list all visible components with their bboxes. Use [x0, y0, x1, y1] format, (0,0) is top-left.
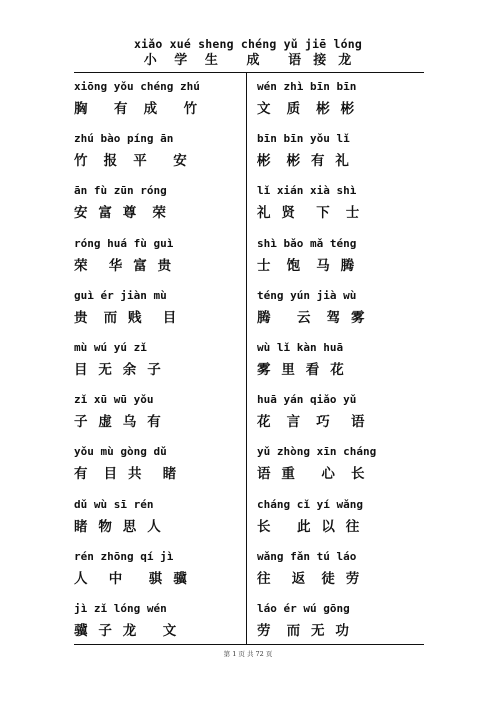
idiom-pinyin: yǒu mù gòng dǔ: [74, 445, 167, 459]
idiom-hanzi: 花 言 巧 语: [257, 414, 365, 431]
idiom-hanzi: 士 饱 马 腾: [257, 257, 355, 274]
idiom-pinyin: shì bǎo mǎ téng: [257, 236, 357, 250]
idiom-pinyin: bīn bīn yǒu lǐ: [257, 132, 350, 146]
left-column: [74, 72, 244, 646]
idiom-hanzi: 睹 物 思 人: [74, 518, 162, 535]
column-divider: [246, 72, 247, 645]
idiom-pinyin: róng huá fù guì: [74, 236, 174, 250]
idiom-hanzi: 子 虚 乌 有: [74, 414, 162, 431]
idiom-entry: [257, 542, 427, 594]
idiom-pinyin: mù wú yú zǐ: [74, 340, 147, 354]
idiom-pinyin: zhú bào píng ān: [74, 132, 174, 146]
idiom-pinyin: wù lǐ kàn huā: [257, 340, 344, 354]
idiom-entry: [74, 542, 244, 594]
idiom-pinyin: ān fù zūn róng: [74, 184, 167, 198]
idiom-hanzi: 骥 子 龙 文: [74, 622, 177, 639]
idiom-pinyin: guì ér jiàn mù: [74, 288, 167, 302]
idiom-pinyin: láo ér wú gōng: [257, 601, 350, 615]
idiom-chain-table: [74, 72, 424, 645]
page-footer: 第 1 页 共 72 页: [223, 650, 273, 658]
idiom-pinyin: téng yún jià wù: [257, 288, 357, 302]
idiom-entry: [257, 385, 427, 437]
idiom-entry: [257, 176, 427, 228]
idiom-entry: [74, 594, 244, 646]
idiom-hanzi: 胸 有 成 竹: [74, 101, 198, 117]
idiom-hanzi: 目 无 余 子: [74, 361, 162, 378]
idiom-hanzi: 有 目 共 睹: [74, 466, 177, 483]
idiom-hanzi: 雾 里 看 花: [257, 361, 345, 378]
idiom-hanzi: 安 富 尊 荣: [74, 205, 167, 222]
idiom-entry: [257, 437, 427, 489]
idiom-entry: [257, 229, 427, 281]
idiom-pinyin: huā yán qiǎo yǔ: [257, 393, 357, 407]
idiom-pinyin: wǎng fǎn tú láo: [257, 549, 357, 563]
idiom-entry: [257, 281, 427, 333]
idiom-hanzi: 语 重 心 长: [257, 466, 365, 483]
idiom-entry: [74, 72, 244, 124]
idiom-entry: [74, 281, 244, 333]
idiom-hanzi: 礼 贤 下 士: [257, 205, 360, 222]
idiom-entry: [74, 333, 244, 385]
idiom-hanzi: 往 返 徒 劳: [257, 570, 360, 587]
idiom-hanzi: 人 中 骐 骥: [74, 570, 188, 587]
idiom-pinyin: rén zhōng qí jì: [74, 549, 174, 563]
idiom-pinyin: jì zǐ lóng wén: [74, 601, 167, 615]
idiom-hanzi: 竹 报 平 安: [74, 153, 188, 170]
idiom-entry: [74, 490, 244, 542]
idiom-hanzi: 彬 彬 有 礼: [257, 153, 350, 170]
idiom-pinyin: yǔ zhòng xīn cháng: [257, 445, 377, 459]
idiom-entry: [257, 333, 427, 385]
idiom-pinyin: cháng cǐ yí wǎng: [257, 497, 363, 511]
idiom-hanzi: 荣 华 富 贵: [74, 257, 172, 274]
idiom-entry: [257, 594, 427, 646]
idiom-entry: [257, 490, 427, 542]
right-column: [257, 72, 427, 646]
page-title: [0, 36, 496, 70]
idiom-entry: [74, 176, 244, 228]
idiom-pinyin: wén zhì bīn bīn: [257, 80, 357, 93]
idiom-entry: [74, 229, 244, 281]
title-hanzi: 小 学 生 成 语 接 龙: [143, 53, 353, 68]
title-pinyin: xiǎo xué sheng chéng yǔ jiē lóng: [134, 37, 362, 51]
idiom-hanzi: 长 此 以 往: [257, 518, 360, 535]
idiom-hanzi: 贵 而 贱 目: [74, 309, 177, 326]
idiom-entry: [257, 72, 427, 124]
idiom-entry: [74, 124, 244, 176]
idiom-pinyin: lǐ xián xià shì: [257, 184, 357, 198]
idiom-entry: [74, 385, 244, 437]
idiom-hanzi: 腾 云 驾 雾: [257, 309, 365, 326]
idiom-hanzi: 文 质 彬 彬: [257, 101, 355, 117]
idiom-pinyin: xiōng yǒu chéng zhú: [74, 80, 200, 93]
idiom-pinyin: dǔ wù sī rén: [74, 497, 154, 511]
idiom-entry: [74, 437, 244, 489]
idiom-entry: [257, 124, 427, 176]
idiom-hanzi: 劳 而 无 功: [257, 622, 350, 639]
idiom-pinyin: zǐ xū wū yǒu: [74, 393, 154, 407]
